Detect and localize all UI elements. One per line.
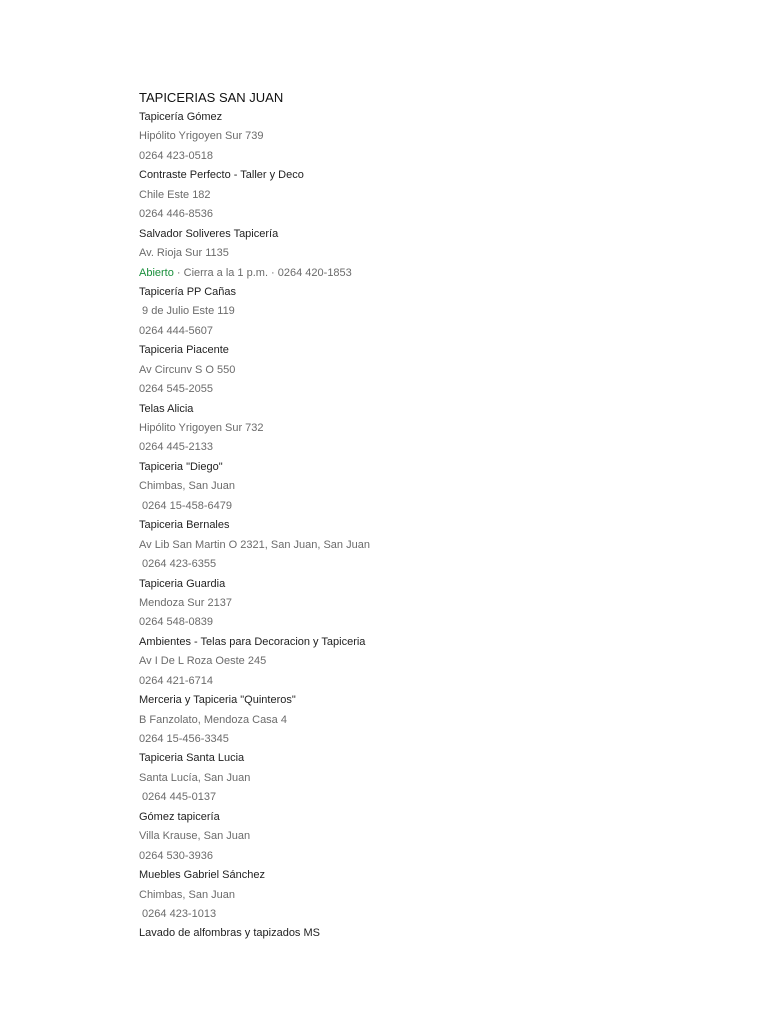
business-address: B Fanzolato, Mendoza Casa 4 (139, 713, 287, 726)
business-status-line (139, 264, 699, 283)
business-address: Chile Este 182 (139, 188, 211, 201)
status-details: · Cierra a la 1 p.m. · 0264 420-1853 (173, 266, 352, 279)
business-address: Hipólito Yrigoyen Sur 732 (139, 422, 264, 434)
business-name: Muebles Gabriel Sánchez (139, 869, 265, 882)
business-name: Tapicería Gómez (139, 111, 223, 123)
business-name: Merceria y Tapiceria "Quinteros" (139, 694, 296, 707)
business-address: Mendoza Sur 2137 (139, 596, 232, 609)
business-name: Lavado de alfombras y tapizados MS (139, 927, 320, 940)
business-name: Tapiceria Bernales (139, 519, 230, 532)
business-address: Av. Rioja Sur 1135 (139, 247, 229, 260)
business-phone: 0264 423-0518 (139, 149, 214, 162)
business-address: Av Circunv S O 550 (139, 363, 236, 376)
business-address: Hipólito Yrigoyen Sur 739 (139, 130, 264, 143)
business-phone: 0264 445-2133 (139, 441, 214, 454)
business-phone: 0264 530-3936 (139, 849, 214, 862)
business-phone: 0264 423-6355 (139, 558, 217, 571)
business-name: Telas Alicia (139, 402, 194, 415)
business-address: Av Lib San Martin O 2321, San Juan, San Juan (139, 538, 370, 551)
business-address: Chimbas, San Juan (139, 480, 235, 493)
business-phone: 0264 545-2055 (139, 383, 214, 396)
business-name: Tapiceria Piacente (139, 344, 229, 357)
business-name: Ambientes - Telas para Decoracion y Tapiceria (139, 635, 366, 648)
business-name: Gómez tapicería (139, 810, 220, 823)
business-name: Salvador Soliveres Tapicería (139, 227, 279, 240)
business-phone: 0264 423-1013 (139, 907, 217, 920)
business-phone: 0264 444-5607 (139, 324, 214, 337)
business-phone: 0264 15-458-6479 (139, 499, 232, 512)
document-body (139, 88, 699, 944)
business-phone: 0264 421-6714 (139, 674, 214, 687)
business-phone: 0264 548-0839 (139, 616, 214, 629)
business-phone: 0264 446-8536 (139, 208, 214, 221)
open-status: Abierto (139, 266, 174, 279)
business-phone: 0264 445-0137 (139, 791, 217, 804)
business-name: Tapicería PP Cañas (139, 285, 237, 298)
business-phone: 0264 15-456-3345 (139, 733, 229, 745)
business-address: Chimbas, San Juan (139, 888, 235, 901)
business-name: Tapiceria Santa Lucia (139, 752, 245, 765)
page-title: TAPICERIAS SAN JUAN (139, 90, 284, 105)
business-name: Tapiceria "Diego" (139, 460, 223, 473)
business-name: Contraste Perfecto - Taller y Deco (139, 169, 304, 182)
business-address: Av I De L Roza Oeste 245 (139, 655, 267, 668)
business-address: Villa Krause, San Juan (139, 830, 251, 843)
business-address: 9 de Julio Este 119 (139, 305, 235, 318)
business-name: Tapiceria Guardia (139, 577, 226, 590)
business-address: Santa Lucía, San Juan (139, 771, 251, 784)
